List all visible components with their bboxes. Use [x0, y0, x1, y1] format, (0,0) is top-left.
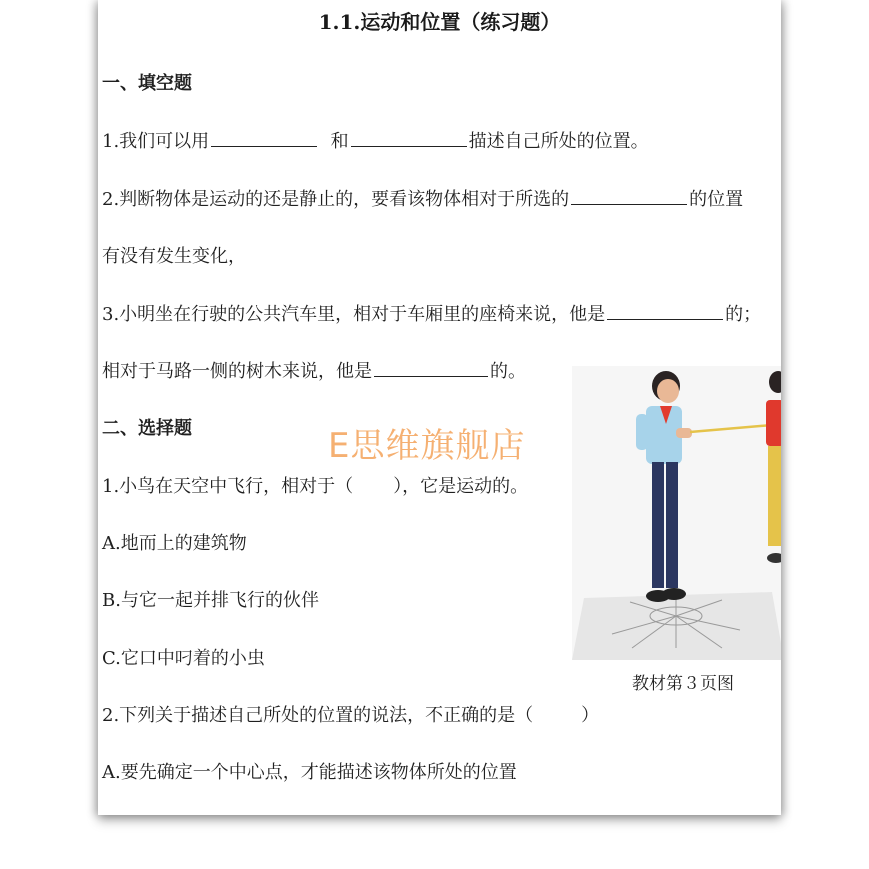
choice-question-1 [102, 476, 528, 498]
choice-question-2-end: ） [581, 705, 600, 726]
fill-question-2-line2: 有没有发生变化， [102, 246, 246, 267]
choice-question-2 [102, 705, 599, 727]
fill-question-3-line2 [102, 360, 526, 383]
fill-question-2-end: 的位置 [689, 189, 744, 210]
page-title: 1.1.运动和位置（练习题） [318, 10, 561, 34]
choice-1-option-a: A.地而上的建筑物 [102, 533, 247, 554]
answer-blank [211, 130, 317, 147]
fill-question-1-end: 描述自己所处的位置。 [468, 131, 649, 152]
answer-blank [374, 360, 488, 377]
figure-caption: 教材第３页图 [632, 674, 734, 694]
choice-question-1-end: ），它是运动的。 [393, 476, 529, 497]
answer-blank [607, 303, 723, 320]
fill-question-1 [102, 130, 649, 153]
answer-blank [571, 188, 687, 205]
fill-question-2-text: 2.判断物体是运动的还是静止的，要看该物体相对于所选的 [102, 189, 570, 210]
fill-question-2 [102, 188, 743, 211]
answer-blank [351, 130, 467, 147]
choice-1-option-c: C.它口中叼着的小虫 [102, 648, 265, 669]
fill-question-3-text: 3.小明坐在行驶的公共汽车里，相对于车厢里的座椅来说，他是 [102, 304, 606, 325]
choice-2-option-a: A.要先确定一个中心点，才能描述该物体所处的位置 [102, 762, 517, 783]
fill-question-3-line2-text: 相对于马路一侧的树木来说，他是 [102, 361, 372, 382]
textbook-figure-image [572, 366, 781, 660]
fill-question-3-end: 的； [725, 304, 762, 325]
choice-question-2-text: 2.下列关于描述自己所处的位置的说法，不正确的是（ [102, 705, 534, 726]
fill-question-1-text: 1.我们可以用 [102, 131, 210, 152]
fill-question-3 [102, 303, 761, 326]
choice-1-option-b: B.与它一起并排飞行的伙伴 [102, 590, 319, 611]
section-fill-blank-heading: 一、填空题 [102, 73, 192, 94]
store-watermark: E思维旗舰店 [328, 426, 526, 466]
worksheet-page [98, 0, 781, 815]
section-choice-heading: 二、选择题 [102, 418, 192, 439]
fill-question-3-line2-end: 的。 [490, 361, 526, 382]
fill-question-1-mid: 和 [330, 131, 349, 152]
choice-question-1-text: 1.小鸟在天空中飞行，相对于（ [102, 476, 354, 497]
